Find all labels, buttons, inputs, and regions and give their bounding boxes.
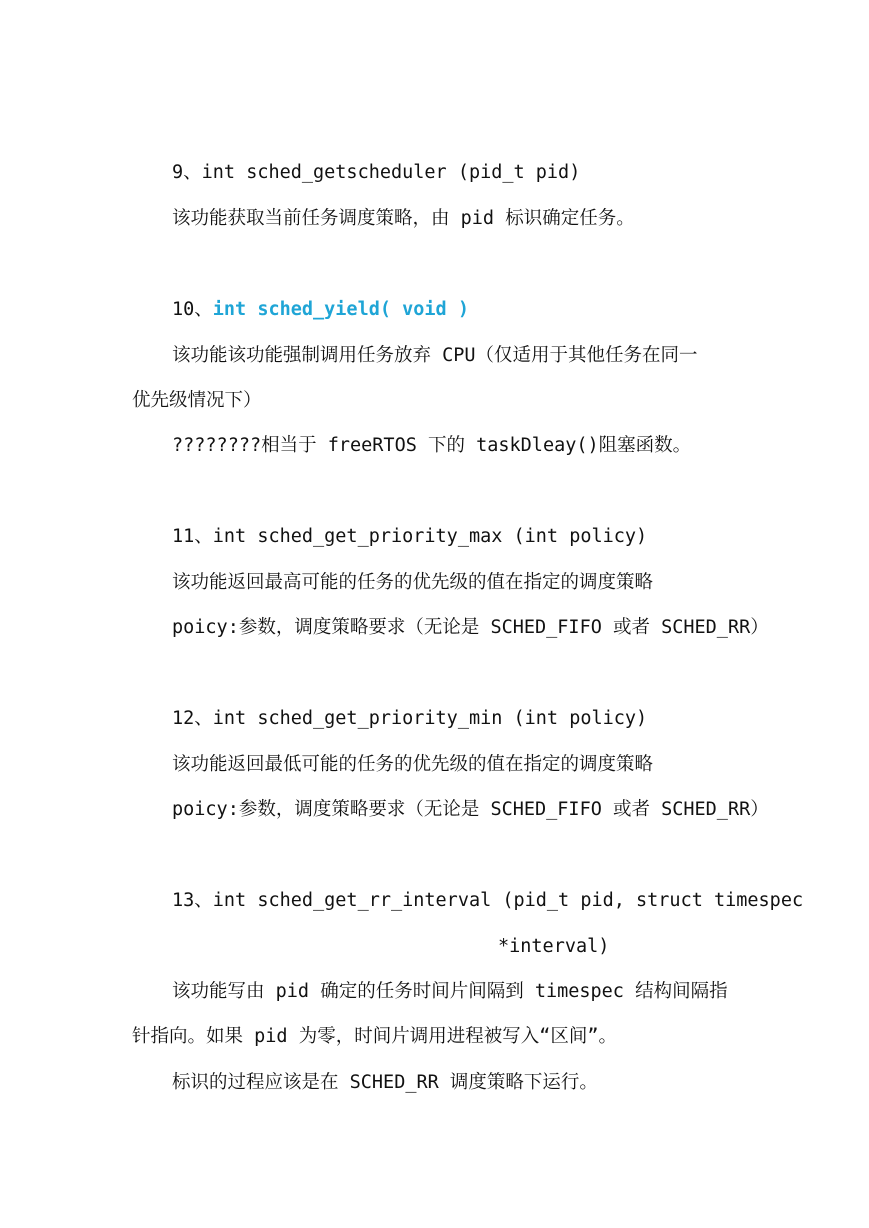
section-13-signature-continuation: *interval) [498,936,610,957]
section-11-heading [172,525,647,549]
section-13-heading [172,889,803,913]
section-11-paragraph-1: 该功能返回最高可能的任务的优先级的值在指定的调度策略 [172,572,654,593]
section-13-signature: int sched_get_rr_interval (pid_t pid, struct timespec [212,890,804,911]
section-13-paragraph-2: 针指向。如果 pid 为零，时间片调用进程被写入“区间”。 [132,1026,617,1047]
section-12-number: 12、 [172,708,213,729]
section-10-heading [172,298,469,322]
section-12-paragraph-1: 该功能返回最低可能的任务的优先级的值在指定的调度策略 [172,754,654,775]
section-10-signature: int sched_yield( void ) [212,299,469,320]
section-10-number: 10、 [172,299,213,320]
section-10-paragraph-3: ????????相当于 freeRTOS 下的 taskDleay()阻塞函数。 [172,435,692,456]
section-13-number: 13、 [172,890,213,911]
section-9-signature: int sched_getscheduler (pid_t pid) [201,162,581,183]
section-9-number: 9、 [172,162,202,183]
section-10-paragraph-1: 该功能该功能强制调用任务放弃 CPU（仅适用于其他任务在同一 [172,345,698,366]
section-9-paragraph-1: 该功能获取当前任务调度策略，由 pid 标识确定任务。 [172,208,635,229]
section-11-number: 11、 [172,526,213,547]
section-11-signature: int sched_get_priority_max (int policy) [212,526,648,547]
section-13-paragraph-3: 标识的过程应该是在 SCHED_RR 调度策略下运行。 [172,1072,598,1093]
section-11-paragraph-2: poicy:参数，调度策略要求（无论是 SCHED_FIFO 或者 SCHED_RR） [172,617,769,638]
section-12-signature: int sched_get_priority_min (int policy) [212,708,648,729]
section-9-heading [172,161,580,185]
section-12-paragraph-2: poicy:参数，调度策略要求（无论是 SCHED_FIFO 或者 SCHED_RR） [172,799,769,820]
section-13-paragraph-1: 该功能写由 pid 确定的任务时间片间隔到 timespec 结构间隔指 [172,981,728,1002]
section-12-heading [172,707,647,731]
section-10-paragraph-2: 优先级情况下） [132,390,262,411]
